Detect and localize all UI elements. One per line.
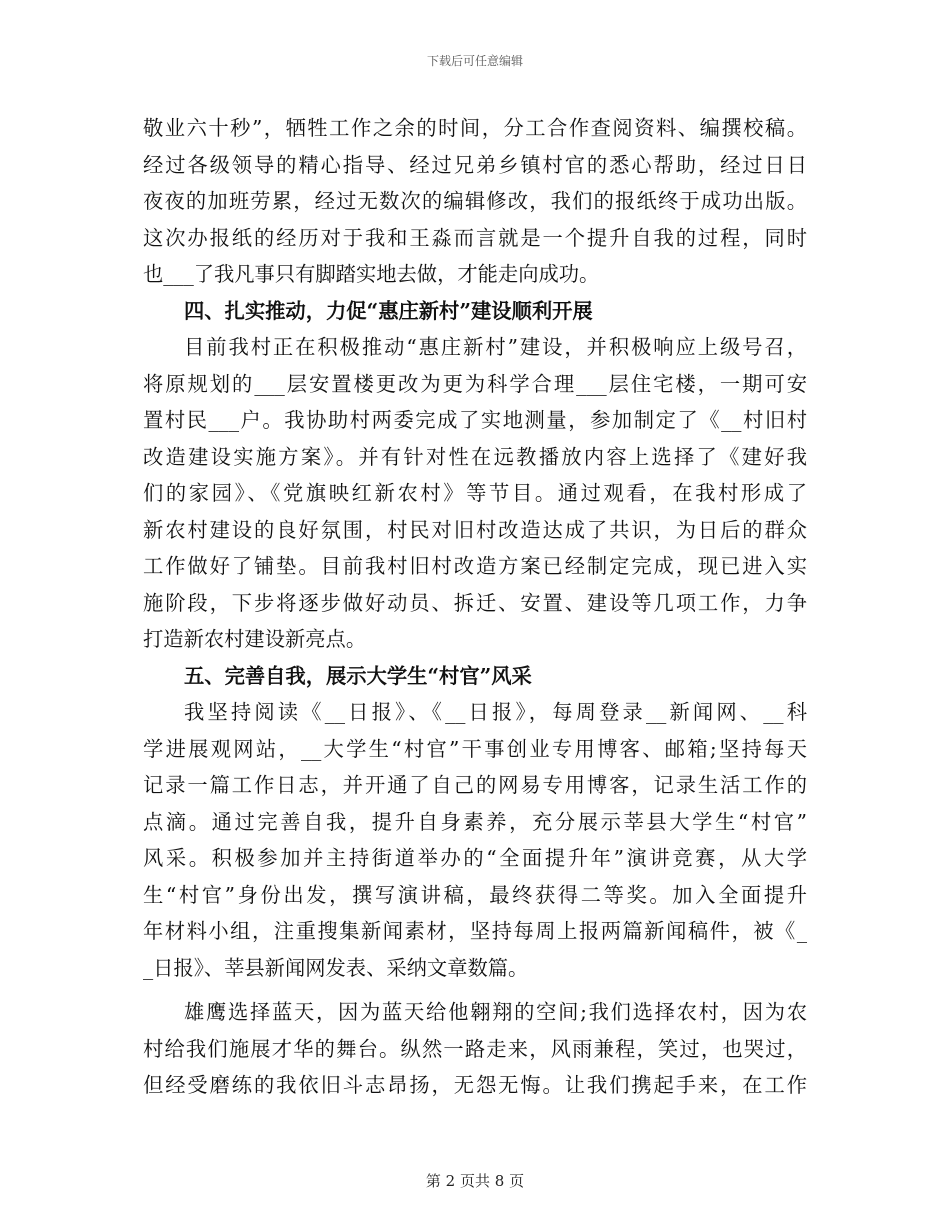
text-line: 们的家园》、《党旗映红新农村》等节目。通过观看，在我村形成了 (143, 481, 807, 505)
text-line: 村给我们施展才华的舞台。纵然一路走来，风雨兼程，笑过，也哭过， (143, 1036, 807, 1061)
text-line: 敬业六十秒”，牺牲工作之余的时间，分工合作查阅资料、编撰校稿。 (143, 116, 807, 140)
text-line: 学进展观网站，__大学生“村官”干事创业专用博客、邮箱;坚持每天 (143, 736, 807, 761)
text-line: 这次办报纸的经历对于我和王淼而言就是一个提升自我的过程，同时 (143, 225, 807, 250)
page-footer: 第 2 页共 8 页 (425, 1172, 525, 1190)
text-line: 我坚持阅读《__日报》、《__日报》，每周登录__新闻网、__科 (184, 700, 807, 724)
section-heading: 四、扎实推动，力促“惠庄新村”建设顺利开展 (184, 298, 593, 323)
page-header: 下载后可任意编辑 (426, 54, 523, 68)
text-line: 目前我村正在积极推动“惠庄新村”建设，并积极响应上级号召， (184, 335, 807, 359)
text-line: 打造新农村建设新亮点。 (143, 627, 367, 651)
text-line: 经过各级领导的精心指导、经过兄弟乡镇村官的悉心帮助，经过日日 (143, 152, 807, 177)
text-line: 生“村官”身份出发，撰写演讲稿，最终获得二等奖。加入全面提升 (143, 882, 807, 907)
text-line: 将原规划的___层安置楼更改为更为科学合理___层住宅楼，一期可安 (143, 371, 807, 396)
text-line: 新农村建设的良好氛围，村民对旧村改造达成了共识，为日后的群众 (143, 517, 807, 542)
document-body (143, 110, 807, 1104)
text-line: 工作做好了铺垫。目前我村旧村改造方案已经制定完成，现已进入实 (143, 554, 807, 578)
text-line: 年材料小组，注重搜集新闻素材，坚持每周上报两篇新闻稿件，被《_ (143, 919, 807, 943)
text-line: 也___了我凡事只有脚踏实地去做，才能走向成功。 (143, 262, 600, 286)
text-line: _日报》、莘县新闻网发表、采纳文章数篇。 (143, 955, 529, 980)
text-line: 记录一篇工作日志，并开通了自己的网易专用博客，记录生活工作的 (143, 773, 807, 797)
text-line: 点滴。通过完善自我，提升自身素养，充分展示莘县大学生“村官” (143, 809, 807, 834)
text-line: 但经受磨练的我依旧斗志昂扬，无怨无悔。让我们携起手来，在工作 (143, 1073, 807, 1097)
section-heading: 五、完善自我，展示大学生“村官”风采 (184, 663, 532, 688)
text-line: 雄鹰选择蓝天，因为蓝天给他翱翔的空间;我们选择农村，因为农 (184, 1000, 807, 1024)
text-line: 夜夜的加班劳累，经过无数次的编辑修改，我们的报纸终于成功出版。 (143, 189, 807, 213)
paragraph-gap (143, 986, 807, 994)
text-line: 改造建设实施方案》。并有针对性在远教播放内容上选择了《建好我 (143, 444, 807, 469)
text-line: 风采。积极参加并主持街道举办的“全面提升年”演讲竞赛，从大学 (143, 846, 807, 870)
text-line: 施阶段，下步将逐步做好动员、拆迁、安置、建设等几项工作，力争 (143, 590, 807, 615)
text-line: 置村民___户。我协助村两委完成了实地测量，参加制定了《__村旧村 (143, 408, 807, 432)
